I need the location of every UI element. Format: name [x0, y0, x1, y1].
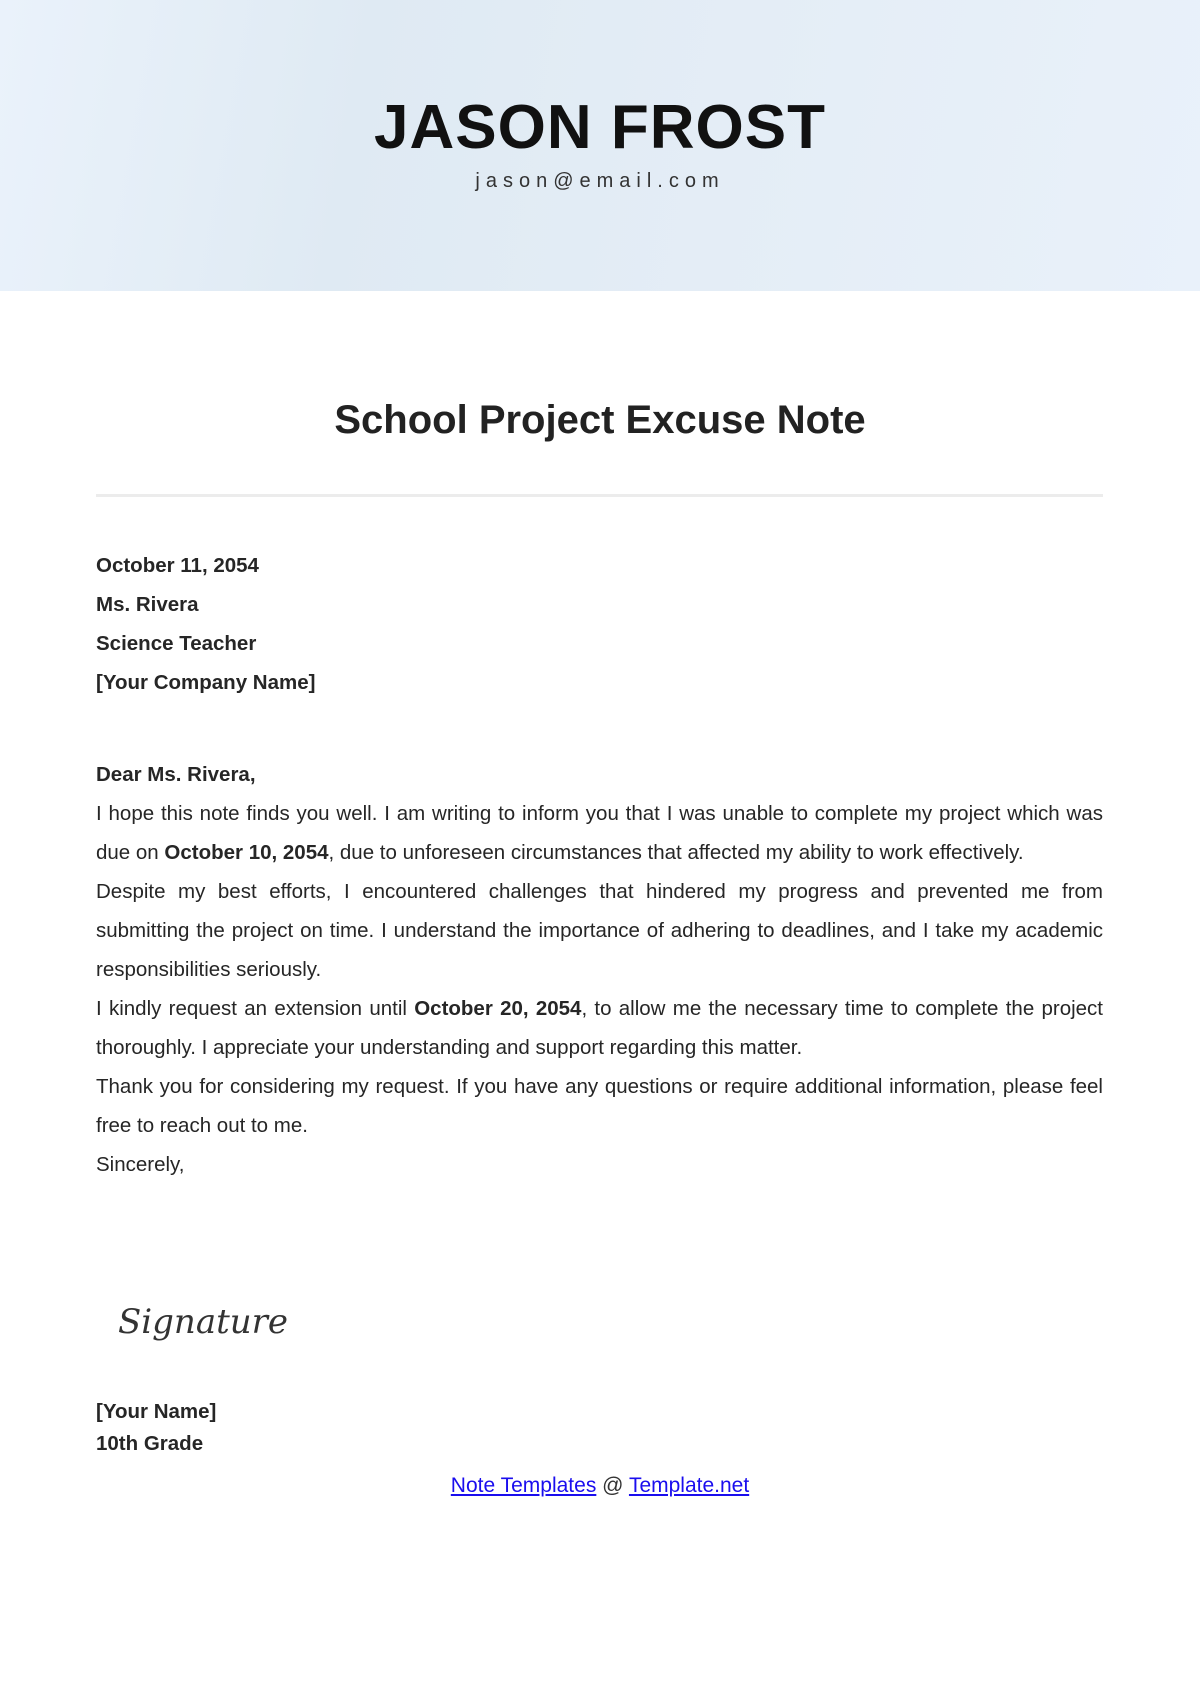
text: I kindly request an extension until [96, 997, 415, 1020]
paragraph-4: Thank you for considering my request. If you have any questions or require additional information, please feel free to reach out to me. [96, 1075, 1103, 1137]
footer-separator: @ [596, 1474, 629, 1497]
sender-name-heading: JASON FROST [374, 93, 826, 162]
salutation: Dear Ms. Rivera, [96, 763, 256, 786]
recipient-company: [Your Company Name] [96, 671, 316, 694]
paragraph-1 [96, 794, 1103, 872]
sender-email: jason@email.com [475, 170, 725, 192]
letterhead [0, 0, 1200, 291]
footer [0, 1474, 1200, 1498]
closing: Sincerely, [96, 1153, 185, 1176]
paragraph-2: Despite my best efforts, I encountered challenges that hindered my progress and prevented me from submitting the project on time. I understand the importance of adhering to deadlines, and I take my academic responsibilities seriously. [96, 880, 1103, 981]
recipient-block [96, 546, 1103, 702]
paragraph-3 [96, 989, 1103, 1067]
text: , to allow me the necessary time to complete the project thoroughly. I appreciate your understanding and support regarding this matter. [96, 997, 1104, 1059]
divider [96, 494, 1103, 497]
extension-date: October 20, 2054 [414, 997, 582, 1020]
template-net-link[interactable]: Template.net [628, 1474, 750, 1497]
sender-name: [Your Name] [96, 1400, 217, 1423]
text: , due to unforeseen circumstances that affected my ability to work effectively. [328, 841, 1024, 864]
document-title: School Project Excuse Note [334, 398, 866, 442]
date: October 11, 2054 [96, 554, 259, 577]
text: I hope this note finds you well. I am writing to inform you that I was unable to complete my project which was due on [96, 802, 1103, 864]
note-templates-link[interactable]: Note Templates [450, 1474, 597, 1497]
recipient-name: Ms. Rivera [96, 593, 199, 616]
recipient-position: Science Teacher [96, 632, 257, 655]
signature: Signature [118, 1302, 289, 1342]
sender-grade: 10th Grade [96, 1432, 204, 1455]
due-date: October 10, 2054 [164, 841, 329, 864]
sender-block [96, 1392, 1103, 1463]
letter-body [96, 755, 1103, 1184]
